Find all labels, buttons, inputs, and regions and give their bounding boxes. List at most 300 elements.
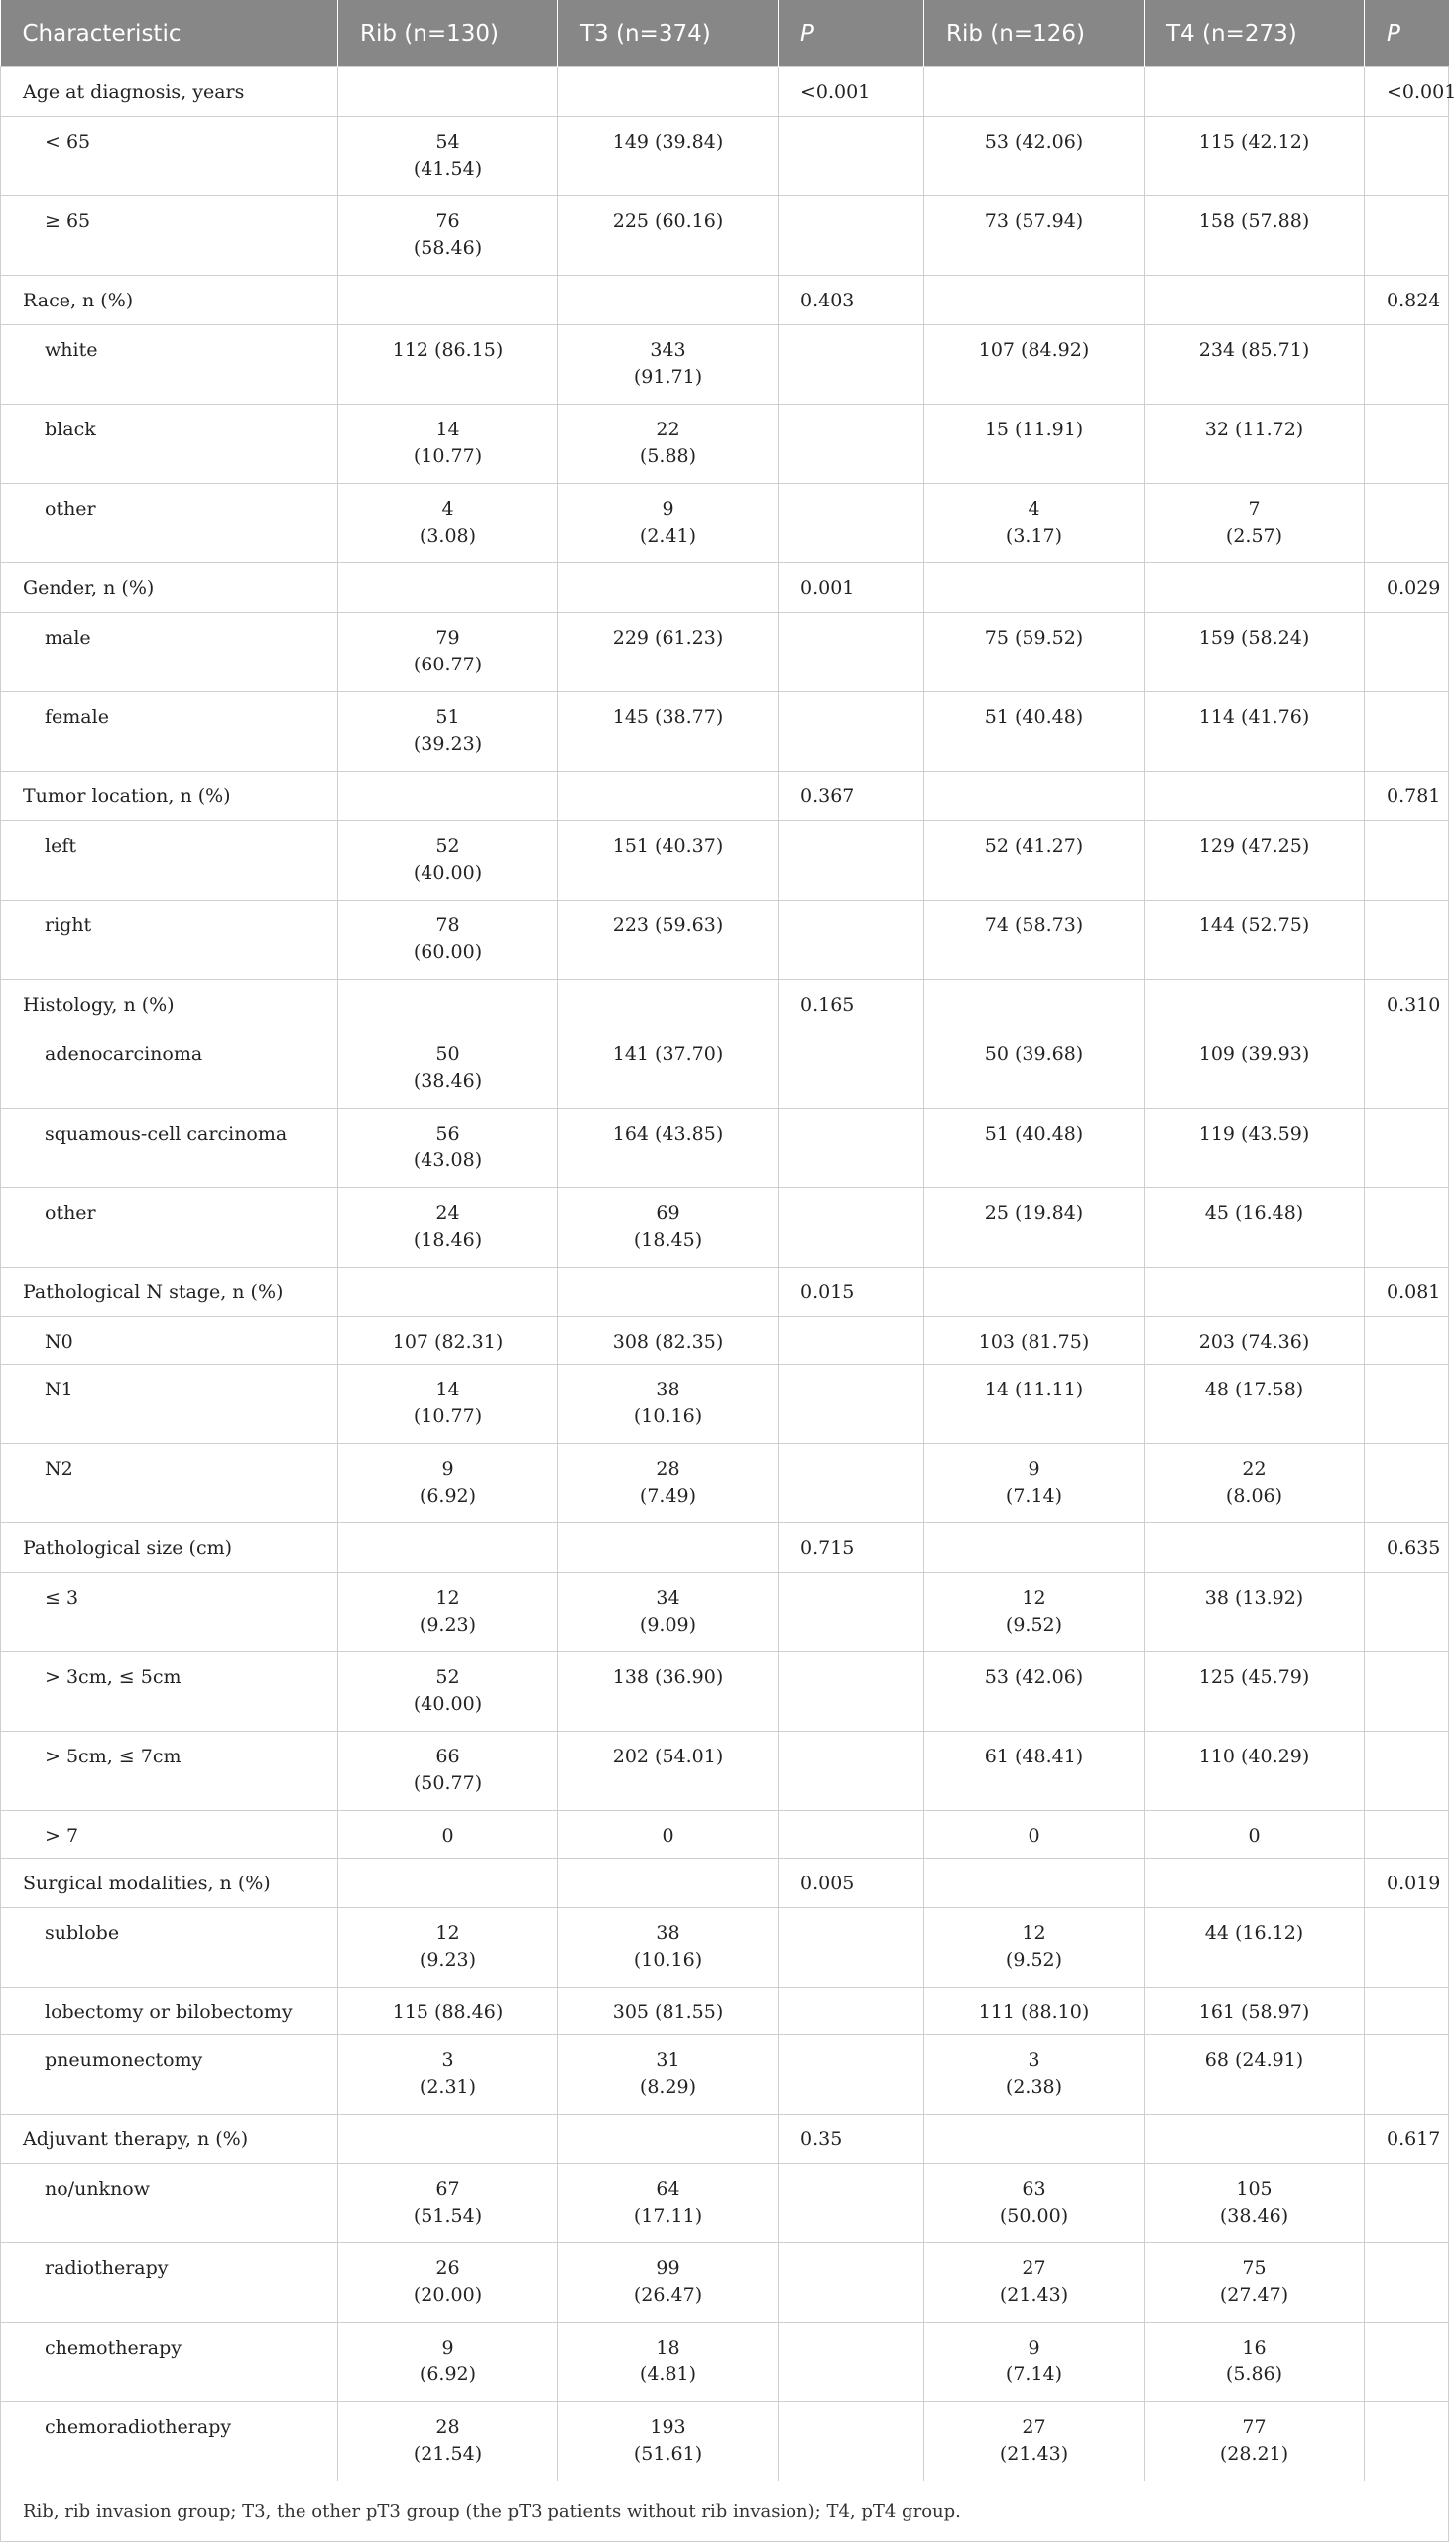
t4-cell — [1145, 1109, 1365, 1188]
empty-cell — [1365, 1908, 1449, 1988]
cell-value: 138 (36.90) — [612, 1666, 724, 1688]
cell-value: 141 (37.70) — [612, 1043, 724, 1065]
header-rib-130: Rib (n=130) — [338, 0, 558, 67]
empty-cell — [924, 1859, 1145, 1908]
cell-value: 27 — [1022, 2257, 1046, 2279]
category-label: Histology, n (%) — [1, 980, 338, 1029]
table-row — [1, 1652, 1449, 1732]
rib-130-cell — [338, 1029, 558, 1109]
rib-126-cell — [924, 1109, 1145, 1188]
cell-value: (3.17) — [1005, 525, 1063, 546]
p-value-cell: 0.029 — [1365, 563, 1449, 613]
rib-130-cell — [338, 2164, 558, 2243]
cell-value: 38 — [656, 1922, 680, 1944]
cell-value: 76 — [435, 210, 460, 232]
cell-value: 115 (88.46) — [392, 2001, 504, 2023]
rib-130-cell — [338, 2243, 558, 2323]
cell-value: 78 — [435, 914, 460, 936]
subcategory-label: adenocarcinoma — [1, 1029, 338, 1109]
empty-cell — [779, 901, 924, 980]
rib-130-cell — [338, 1444, 558, 1523]
rib-126-cell — [924, 405, 1145, 484]
cell-value: 67 — [435, 2178, 460, 2200]
cell-value: 111 (88.10) — [978, 2001, 1090, 2023]
rib-130-cell — [338, 117, 558, 196]
cell-value: 69 — [656, 1202, 680, 1224]
subcategory-label: chemoradiotherapy — [1, 2402, 338, 2481]
subcategory-label: N1 — [1, 1365, 338, 1444]
cell-value: 4 — [441, 498, 454, 520]
cell-value: 28 — [435, 2416, 460, 2438]
table-row — [1, 901, 1449, 980]
rib-126-cell — [924, 1732, 1145, 1811]
t4-cell — [1145, 2323, 1365, 2402]
cell-value: 225 (60.16) — [612, 210, 724, 232]
cell-value: (26.47) — [633, 2284, 703, 2306]
cell-value: (10.16) — [633, 1949, 703, 1971]
cell-value: 0 — [662, 1825, 674, 1847]
rib-126-cell — [924, 2035, 1145, 2115]
rib-126-cell — [924, 2164, 1145, 2243]
empty-cell — [1365, 117, 1449, 196]
cell-value: (39.23) — [413, 733, 483, 755]
table-row — [1, 484, 1449, 563]
t4-cell — [1145, 1652, 1365, 1732]
t4-cell — [1145, 1188, 1365, 1268]
empty-cell — [338, 67, 558, 117]
rib-130-cell — [338, 1365, 558, 1444]
t4-cell — [1145, 1908, 1365, 1988]
cell-value: 3 — [1028, 2049, 1040, 2071]
cell-value: (10.77) — [413, 445, 483, 467]
cell-value: 193 — [650, 2416, 686, 2438]
cell-value: 79 — [435, 627, 460, 649]
table-row — [1, 196, 1449, 276]
p-value-cell: 0.081 — [1365, 1268, 1449, 1317]
t3-cell — [558, 2402, 779, 2481]
cell-value: 77 — [1242, 2416, 1267, 2438]
cell-value: (51.61) — [633, 2443, 703, 2465]
cell-value: 223 (59.63) — [612, 914, 724, 936]
p-value-cell: 0.015 — [779, 1268, 924, 1317]
empty-cell — [1365, 613, 1449, 692]
subcategory-label: < 65 — [1, 117, 338, 196]
rib-126-cell — [924, 1988, 1145, 2035]
empty-cell — [779, 613, 924, 692]
cell-value: 112 (86.15) — [392, 339, 504, 361]
rib-126-cell — [924, 2402, 1145, 2481]
empty-cell — [1365, 821, 1449, 901]
t4-cell — [1145, 196, 1365, 276]
cell-value: 343 — [650, 339, 686, 361]
cell-value: 22 — [1242, 1458, 1267, 1480]
t3-cell — [558, 1652, 779, 1732]
empty-cell — [779, 821, 924, 901]
t4-cell — [1145, 1317, 1365, 1365]
cell-value: 0 — [441, 1825, 454, 1847]
empty-cell — [1145, 276, 1365, 325]
rib-130-cell — [338, 2402, 558, 2481]
cell-value: (27.47) — [1219, 2284, 1289, 2306]
table-row — [1, 1029, 1449, 1109]
empty-cell — [1365, 196, 1449, 276]
empty-cell — [1365, 692, 1449, 772]
footnote: Rib, rib invasion group; T3, the other pT3 group (the pT3 patients without rib invasion); T4, pT4 group. — [1, 2481, 1449, 2542]
cell-value: (3.08) — [419, 525, 477, 546]
p-value-cell: 0.715 — [779, 1523, 924, 1573]
cell-value: 145 (38.77) — [612, 706, 724, 728]
cell-value: (6.92) — [419, 1485, 477, 1507]
t3-cell — [558, 692, 779, 772]
cell-value: (8.06) — [1225, 1485, 1283, 1507]
t4-cell — [1145, 613, 1365, 692]
rib-130-cell — [338, 196, 558, 276]
cell-value: (2.38) — [1005, 2076, 1063, 2098]
table-row — [1, 2323, 1449, 2402]
table-row — [1, 692, 1449, 772]
cell-value: 32 (11.72) — [1204, 419, 1304, 440]
cell-value: 68 (24.91) — [1204, 2049, 1304, 2071]
empty-cell — [1365, 1732, 1449, 1811]
table-row — [1, 613, 1449, 692]
cell-value: 74 (58.73) — [984, 914, 1084, 936]
empty-cell — [779, 325, 924, 405]
empty-cell — [779, 196, 924, 276]
empty-cell — [779, 2164, 924, 2243]
t3-cell — [558, 1029, 779, 1109]
rib-126-cell — [924, 1573, 1145, 1652]
p-value-cell: 0.310 — [1365, 980, 1449, 1029]
cell-value: 159 (58.24) — [1198, 627, 1310, 649]
t4-cell — [1145, 1444, 1365, 1523]
cell-value: 4 — [1028, 498, 1040, 520]
t3-cell — [558, 1988, 779, 2035]
cell-value: (28.21) — [1219, 2443, 1289, 2465]
empty-cell — [1365, 2323, 1449, 2402]
cell-value: (10.77) — [413, 1405, 483, 1427]
empty-cell — [1365, 901, 1449, 980]
p-value-cell: <0.001 — [779, 67, 924, 117]
cell-value: 54 — [435, 131, 460, 153]
category-row — [1, 67, 1449, 117]
t4-cell — [1145, 117, 1365, 196]
t4-cell — [1145, 821, 1365, 901]
t3-cell — [558, 1908, 779, 1988]
cell-value: (21.43) — [999, 2443, 1069, 2465]
cell-value: 129 (47.25) — [1198, 835, 1310, 857]
p-value-cell: 0.165 — [779, 980, 924, 1029]
cell-value: 0 — [1248, 1825, 1261, 1847]
empty-cell — [779, 2035, 924, 2115]
subcategory-label: squamous-cell carcinoma — [1, 1109, 338, 1188]
cell-value: (40.00) — [413, 1693, 483, 1715]
cell-value: (21.54) — [413, 2443, 483, 2465]
rib-130-cell — [338, 1109, 558, 1188]
rib-126-cell — [924, 196, 1145, 276]
cell-value: 51 (40.48) — [984, 706, 1084, 728]
empty-cell — [1365, 325, 1449, 405]
empty-cell — [779, 2323, 924, 2402]
empty-cell — [924, 2115, 1145, 2164]
empty-cell — [779, 1988, 924, 2035]
cell-value: 12 — [1022, 1587, 1046, 1609]
t3-cell — [558, 1317, 779, 1365]
cell-value: 44 (16.12) — [1204, 1922, 1304, 1944]
rib-130-cell — [338, 1732, 558, 1811]
cell-value: 12 — [435, 1922, 460, 1944]
cell-value: 109 (39.93) — [1198, 1043, 1310, 1065]
cell-value: (60.77) — [413, 654, 483, 675]
t3-cell — [558, 1811, 779, 1859]
p-value-cell: 0.617 — [1365, 2115, 1449, 2164]
cell-value: 24 — [435, 1202, 460, 1224]
cell-value: 38 — [656, 1379, 680, 1400]
empty-cell — [779, 2402, 924, 2481]
subcategory-label: female — [1, 692, 338, 772]
cell-value: 234 (85.71) — [1198, 339, 1310, 361]
table-body — [1, 67, 1456, 2481]
empty-cell — [1145, 563, 1365, 613]
empty-cell — [1365, 1652, 1449, 1732]
cell-value: 305 (81.55) — [612, 2001, 724, 2023]
cell-value: (5.86) — [1225, 2363, 1283, 2385]
empty-cell — [338, 276, 558, 325]
t4-cell — [1145, 2243, 1365, 2323]
cell-value: 50 (39.68) — [984, 1043, 1084, 1065]
cell-value: (7.14) — [1005, 2363, 1063, 2385]
category-row — [1, 1523, 1449, 1573]
subcategory-label: radiotherapy — [1, 2243, 338, 2323]
empty-cell — [779, 1732, 924, 1811]
p-value-cell: 0.001 — [779, 563, 924, 613]
header-t4: T4 (n=273) — [1145, 0, 1365, 67]
t3-cell — [558, 1573, 779, 1652]
empty-cell — [924, 980, 1145, 1029]
empty-cell — [924, 276, 1145, 325]
rib-126-cell — [924, 1317, 1145, 1365]
p-value-cell: <0.001 — [1365, 67, 1449, 117]
empty-cell — [1145, 2115, 1365, 2164]
cell-value: 16 — [1242, 2337, 1267, 2359]
table-row — [1, 1988, 1449, 2035]
rib-126-cell — [924, 821, 1145, 901]
cell-value: (5.88) — [639, 445, 697, 467]
cell-value: 12 — [435, 1587, 460, 1609]
empty-cell — [338, 1859, 558, 1908]
empty-cell — [1365, 484, 1449, 563]
subcategory-label: > 5cm, ≤ 7cm — [1, 1732, 338, 1811]
empty-cell — [779, 1365, 924, 1444]
cell-value: (4.81) — [639, 2363, 697, 2385]
empty-cell — [1145, 1523, 1365, 1573]
cell-value: 107 (84.92) — [978, 339, 1090, 361]
category-label: Pathological size (cm) — [1, 1523, 338, 1573]
p-value-cell: 0.367 — [779, 772, 924, 821]
empty-cell — [779, 484, 924, 563]
cell-value: 26 — [435, 2257, 460, 2279]
rib-130-cell — [338, 1908, 558, 1988]
empty-cell — [1365, 2164, 1449, 2243]
subcategory-label: ≥ 65 — [1, 196, 338, 276]
category-label: Age at diagnosis, years — [1, 67, 338, 117]
cell-value: 144 (52.75) — [1198, 914, 1310, 936]
t3-cell — [558, 613, 779, 692]
rib-126-cell — [924, 484, 1145, 563]
t3-cell — [558, 1109, 779, 1188]
empty-cell — [338, 980, 558, 1029]
empty-cell — [924, 67, 1145, 117]
cell-value: 75 (59.52) — [984, 627, 1084, 649]
category-label: Gender, n (%) — [1, 563, 338, 613]
cell-value: 51 — [435, 706, 460, 728]
cell-value: 15 (11.91) — [984, 419, 1084, 440]
table-row — [1, 821, 1449, 901]
header-t3: T3 (n=374) — [558, 0, 779, 67]
cell-value: 14 (11.11) — [984, 1379, 1084, 1400]
t3-cell — [558, 325, 779, 405]
rib-130-cell — [338, 1188, 558, 1268]
table-row — [1, 117, 1449, 196]
rib-130-cell — [338, 405, 558, 484]
subcategory-label: white — [1, 325, 338, 405]
empty-cell — [338, 2115, 558, 2164]
t3-cell — [558, 1365, 779, 1444]
empty-cell — [1365, 405, 1449, 484]
table-row — [1, 2402, 1449, 2481]
subcategory-label: chemotherapy — [1, 2323, 338, 2402]
cell-value: (60.00) — [413, 941, 483, 963]
cell-value: 203 (74.36) — [1198, 1331, 1310, 1353]
t3-cell — [558, 196, 779, 276]
category-label: Tumor location, n (%) — [1, 772, 338, 821]
empty-cell — [779, 692, 924, 772]
empty-cell — [779, 1811, 924, 1859]
subcategory-label: left — [1, 821, 338, 901]
cell-value: 61 (48.41) — [984, 1746, 1084, 1767]
cell-value: 0 — [1028, 1825, 1040, 1847]
t4-cell — [1145, 1811, 1365, 1859]
empty-cell — [924, 772, 1145, 821]
table-row — [1, 325, 1449, 405]
cell-value: 52 — [435, 1666, 460, 1688]
cell-value: 73 (57.94) — [984, 210, 1084, 232]
header-row — [1, 0, 1449, 67]
table-row — [1, 1573, 1449, 1652]
t3-cell — [558, 2323, 779, 2402]
cell-value: (38.46) — [1219, 2205, 1289, 2227]
rib-126-cell — [924, 1652, 1145, 1732]
empty-cell — [558, 276, 779, 325]
cell-value: (9.09) — [639, 1614, 697, 1635]
t3-cell — [558, 1188, 779, 1268]
subcategory-label: > 3cm, ≤ 5cm — [1, 1652, 338, 1732]
cell-value: 9 — [441, 2337, 454, 2359]
cell-value: 9 — [441, 1458, 454, 1480]
cell-value: (41.54) — [413, 158, 483, 180]
subcategory-label: N2 — [1, 1444, 338, 1523]
empty-cell — [558, 2115, 779, 2164]
p-value-cell: 0.005 — [779, 1859, 924, 1908]
subcategory-label: no/unknow — [1, 2164, 338, 2243]
empty-cell — [558, 772, 779, 821]
subcategory-label: sublobe — [1, 1908, 338, 1988]
cell-value: 53 (42.06) — [984, 131, 1084, 153]
cell-value: 115 (42.12) — [1198, 131, 1310, 153]
cell-value: 28 — [656, 1458, 680, 1480]
rib-126-cell — [924, 1444, 1145, 1523]
empty-cell — [1365, 1573, 1449, 1652]
table-header — [1, 0, 1449, 67]
cell-value: (50.00) — [999, 2205, 1069, 2227]
rib-130-cell — [338, 484, 558, 563]
rib-126-cell — [924, 613, 1145, 692]
empty-cell — [1365, 1988, 1449, 2035]
cell-value: 99 — [656, 2257, 680, 2279]
rib-130-cell — [338, 2323, 558, 2402]
table-row — [1, 2243, 1449, 2323]
subcategory-label: right — [1, 901, 338, 980]
empty-cell — [338, 1523, 558, 1573]
t3-cell — [558, 2035, 779, 2115]
t4-cell — [1145, 692, 1365, 772]
table-row — [1, 1109, 1449, 1188]
cell-value: 48 (17.58) — [1204, 1379, 1304, 1400]
empty-cell — [1145, 1859, 1365, 1908]
t3-cell — [558, 901, 779, 980]
t4-cell — [1145, 405, 1365, 484]
p-value-cell: 0.019 — [1365, 1859, 1449, 1908]
cell-value: (50.77) — [413, 1772, 483, 1794]
empty-cell — [924, 1523, 1145, 1573]
cell-value: (38.46) — [413, 1070, 483, 1092]
header-rib-126: Rib (n=126) — [924, 0, 1145, 67]
subcategory-label: ≤ 3 — [1, 1573, 338, 1652]
cell-value: (21.43) — [999, 2284, 1069, 2306]
category-row — [1, 563, 1449, 613]
table-row — [1, 1811, 1449, 1859]
t4-cell — [1145, 1988, 1365, 2035]
empty-cell — [779, 1109, 924, 1188]
empty-cell — [1145, 980, 1365, 1029]
cell-value: 56 — [435, 1123, 460, 1145]
p-value-cell: 0.403 — [779, 276, 924, 325]
t4-cell — [1145, 1732, 1365, 1811]
rib-126-cell — [924, 1188, 1145, 1268]
rib-130-cell — [338, 2035, 558, 2115]
cell-value: 103 (81.75) — [978, 1331, 1090, 1353]
category-row — [1, 2115, 1449, 2164]
cell-value: 149 (39.84) — [612, 131, 724, 153]
cell-value: 125 (45.79) — [1198, 1666, 1310, 1688]
cell-value: (7.49) — [639, 1485, 697, 1507]
cell-value: (20.00) — [413, 2284, 483, 2306]
cell-value: 9 — [662, 498, 674, 520]
p-value-cell: 0.781 — [1365, 772, 1449, 821]
subcategory-label: lobectomy or bilobectomy — [1, 1988, 338, 2035]
cell-value: (2.31) — [419, 2076, 477, 2098]
header-p-value-1: P — [779, 0, 924, 67]
cell-value: 164 (43.85) — [612, 1123, 724, 1145]
empty-cell — [1365, 1109, 1449, 1188]
t3-cell — [558, 405, 779, 484]
cell-value: 229 (61.23) — [612, 627, 724, 649]
p-value-cell: 0.824 — [1365, 276, 1449, 325]
cell-value: 14 — [435, 1379, 460, 1400]
empty-cell — [779, 1444, 924, 1523]
cell-value: (9.23) — [419, 1614, 477, 1635]
header-p-value-2: P — [1365, 0, 1449, 67]
cell-value: 52 (41.27) — [984, 835, 1084, 857]
